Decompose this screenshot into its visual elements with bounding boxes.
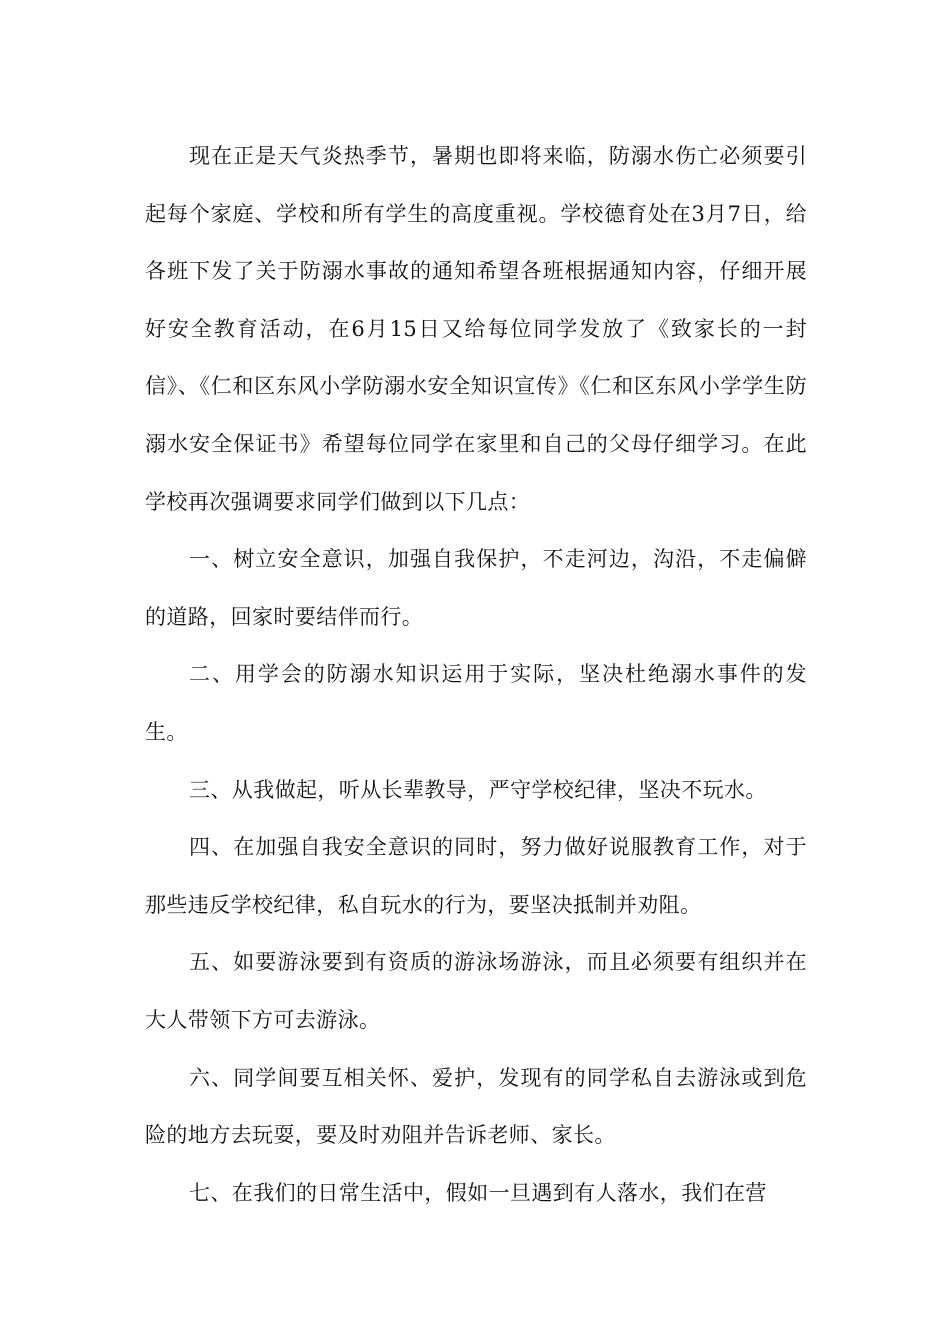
intro-paragraph: 现在正是天气炎热季节，暑期也即将来临，防溺水伤亡必须要引起每个家庭、学校和所有学生的高度重视。学校德育处在3月7日，给各班下发了关于防溺水事故的通知希望各班根据通知内容，仔细开展好安全教育活动，在6月15日又给每位同学发放了《致家长的一封信》、《仁和区东风小学防溺水安全知识宣传》《仁和区东风小学学生防溺水安全保证书》希望每位同学在家里和自己的父母仔细学习。在此学校再次强调要求同学们做到以下几点： <box>145 144 807 514</box>
rule-paragraph-5: 五、如要游泳要到有资质的游泳场游泳，而且必须要有组织并在大人带领下方可去游泳。 <box>145 950 807 1032</box>
rule-paragraph-4: 四、在加强自我安全意识的同时，努力做好说服教育工作，对于那些违反学校纪律，私自玩水的行为，要坚决抵制并劝阻。 <box>145 835 807 917</box>
rule-paragraph-7: 七、在我们的日常生活中，假如一旦遇到有人落水，我们在营 <box>189 1180 767 1205</box>
rule-paragraph-1: 一、树立安全意识，加强自我保护，不走河边，沟沿，不走偏僻的道路，回家时要结伴而行。 <box>145 547 807 629</box>
rule-paragraph-6: 六、同学间要互相关怀、爱护，发现有的同学私自去游泳或到危险的地方去玩耍，要及时劝阻并告诉老师、家长。 <box>145 1065 807 1148</box>
rule-paragraph-2: 二、用学会的防溺水知识运用于实际，坚决杜绝溺水事件的发生。 <box>145 662 807 744</box>
rule-paragraph-3: 三、从我做起，听从长辈教导，严守学校纪律，坚决不玩水。 <box>189 777 767 802</box>
document-body <box>145 128 807 1222</box>
